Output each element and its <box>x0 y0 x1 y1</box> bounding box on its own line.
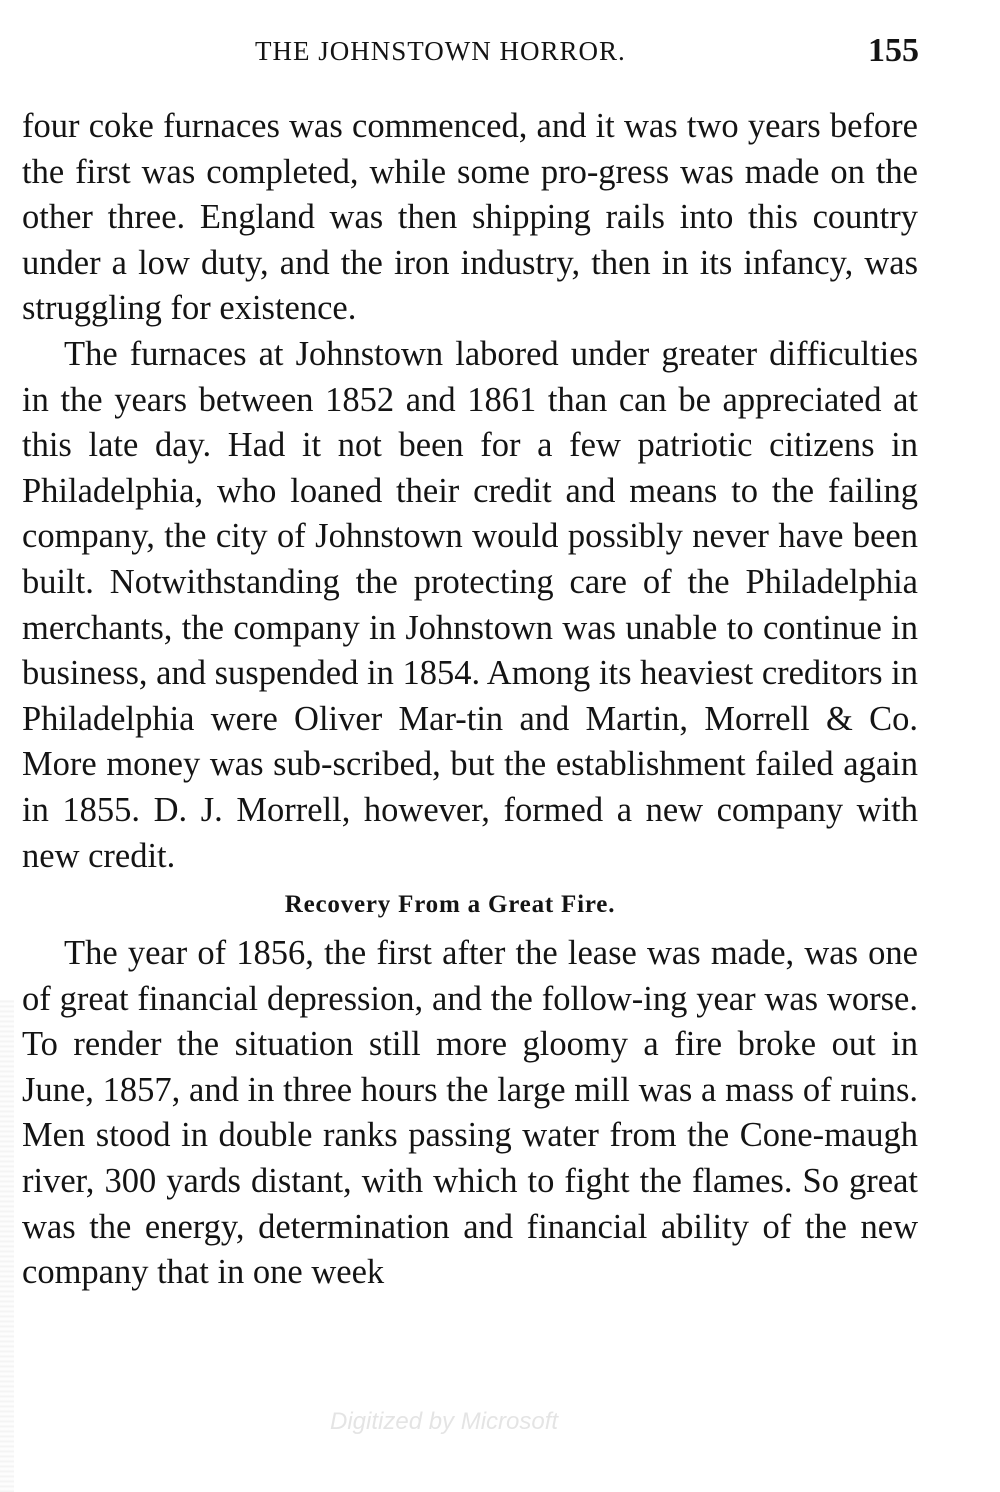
running-head <box>0 30 1000 74</box>
paragraph: The furnaces at Johnstown labored under greater difficulties in the years between 1852 and 1861 than can be appreciated at this late day. Had it not been for a few patriotic citizens in Philadelphia, who loaned their credit and means to the failing company, the city of Johnstown would possibly never have been built. Notwithstanding the protecting care of the Philadelphia merchants, the company in Johnstown was unable to continue in business, and suspended in 1854. Among its heaviest creditors in Philadelphia were Oliver Mar-tin and Martin, Morrell & Co. More money was sub-scribed, but the establishment failed again in 1855. D. J. Morrell, however, formed a new company with new credit. <box>22 334 918 875</box>
section-heading: Recovery From a Great Fire. <box>284 891 616 919</box>
watermark: Digitized by Microsoft <box>330 1408 559 1435</box>
paragraph: The year of 1856, the first after the lease was made, was one of great financial depression, and the follow-ing year was worse. To render the situation still more gloomy a fire broke out in June, 1857, and in three hours the large mill was a mass of ruins. Men stood in double ranks passing water from the Cone-maugh river, 300 yards distant, with which to fight the flames. So great was the energy, determination and financial ability of the new company that in one week <box>22 934 918 1292</box>
scan-edge-noise <box>0 1000 14 1492</box>
paragraph: four coke furnaces was commenced, and it was two years before the first was completed, while some pro-gress was made on the other three. England was then shipping rails into this country under a low duty, and the iron industry, then in its infancy, was struggling for existence. <box>22 107 918 328</box>
page-number: 155 <box>868 32 919 69</box>
body-text <box>22 104 918 1296</box>
running-title: THE JOHNSTOWN HORROR. <box>255 36 626 66</box>
